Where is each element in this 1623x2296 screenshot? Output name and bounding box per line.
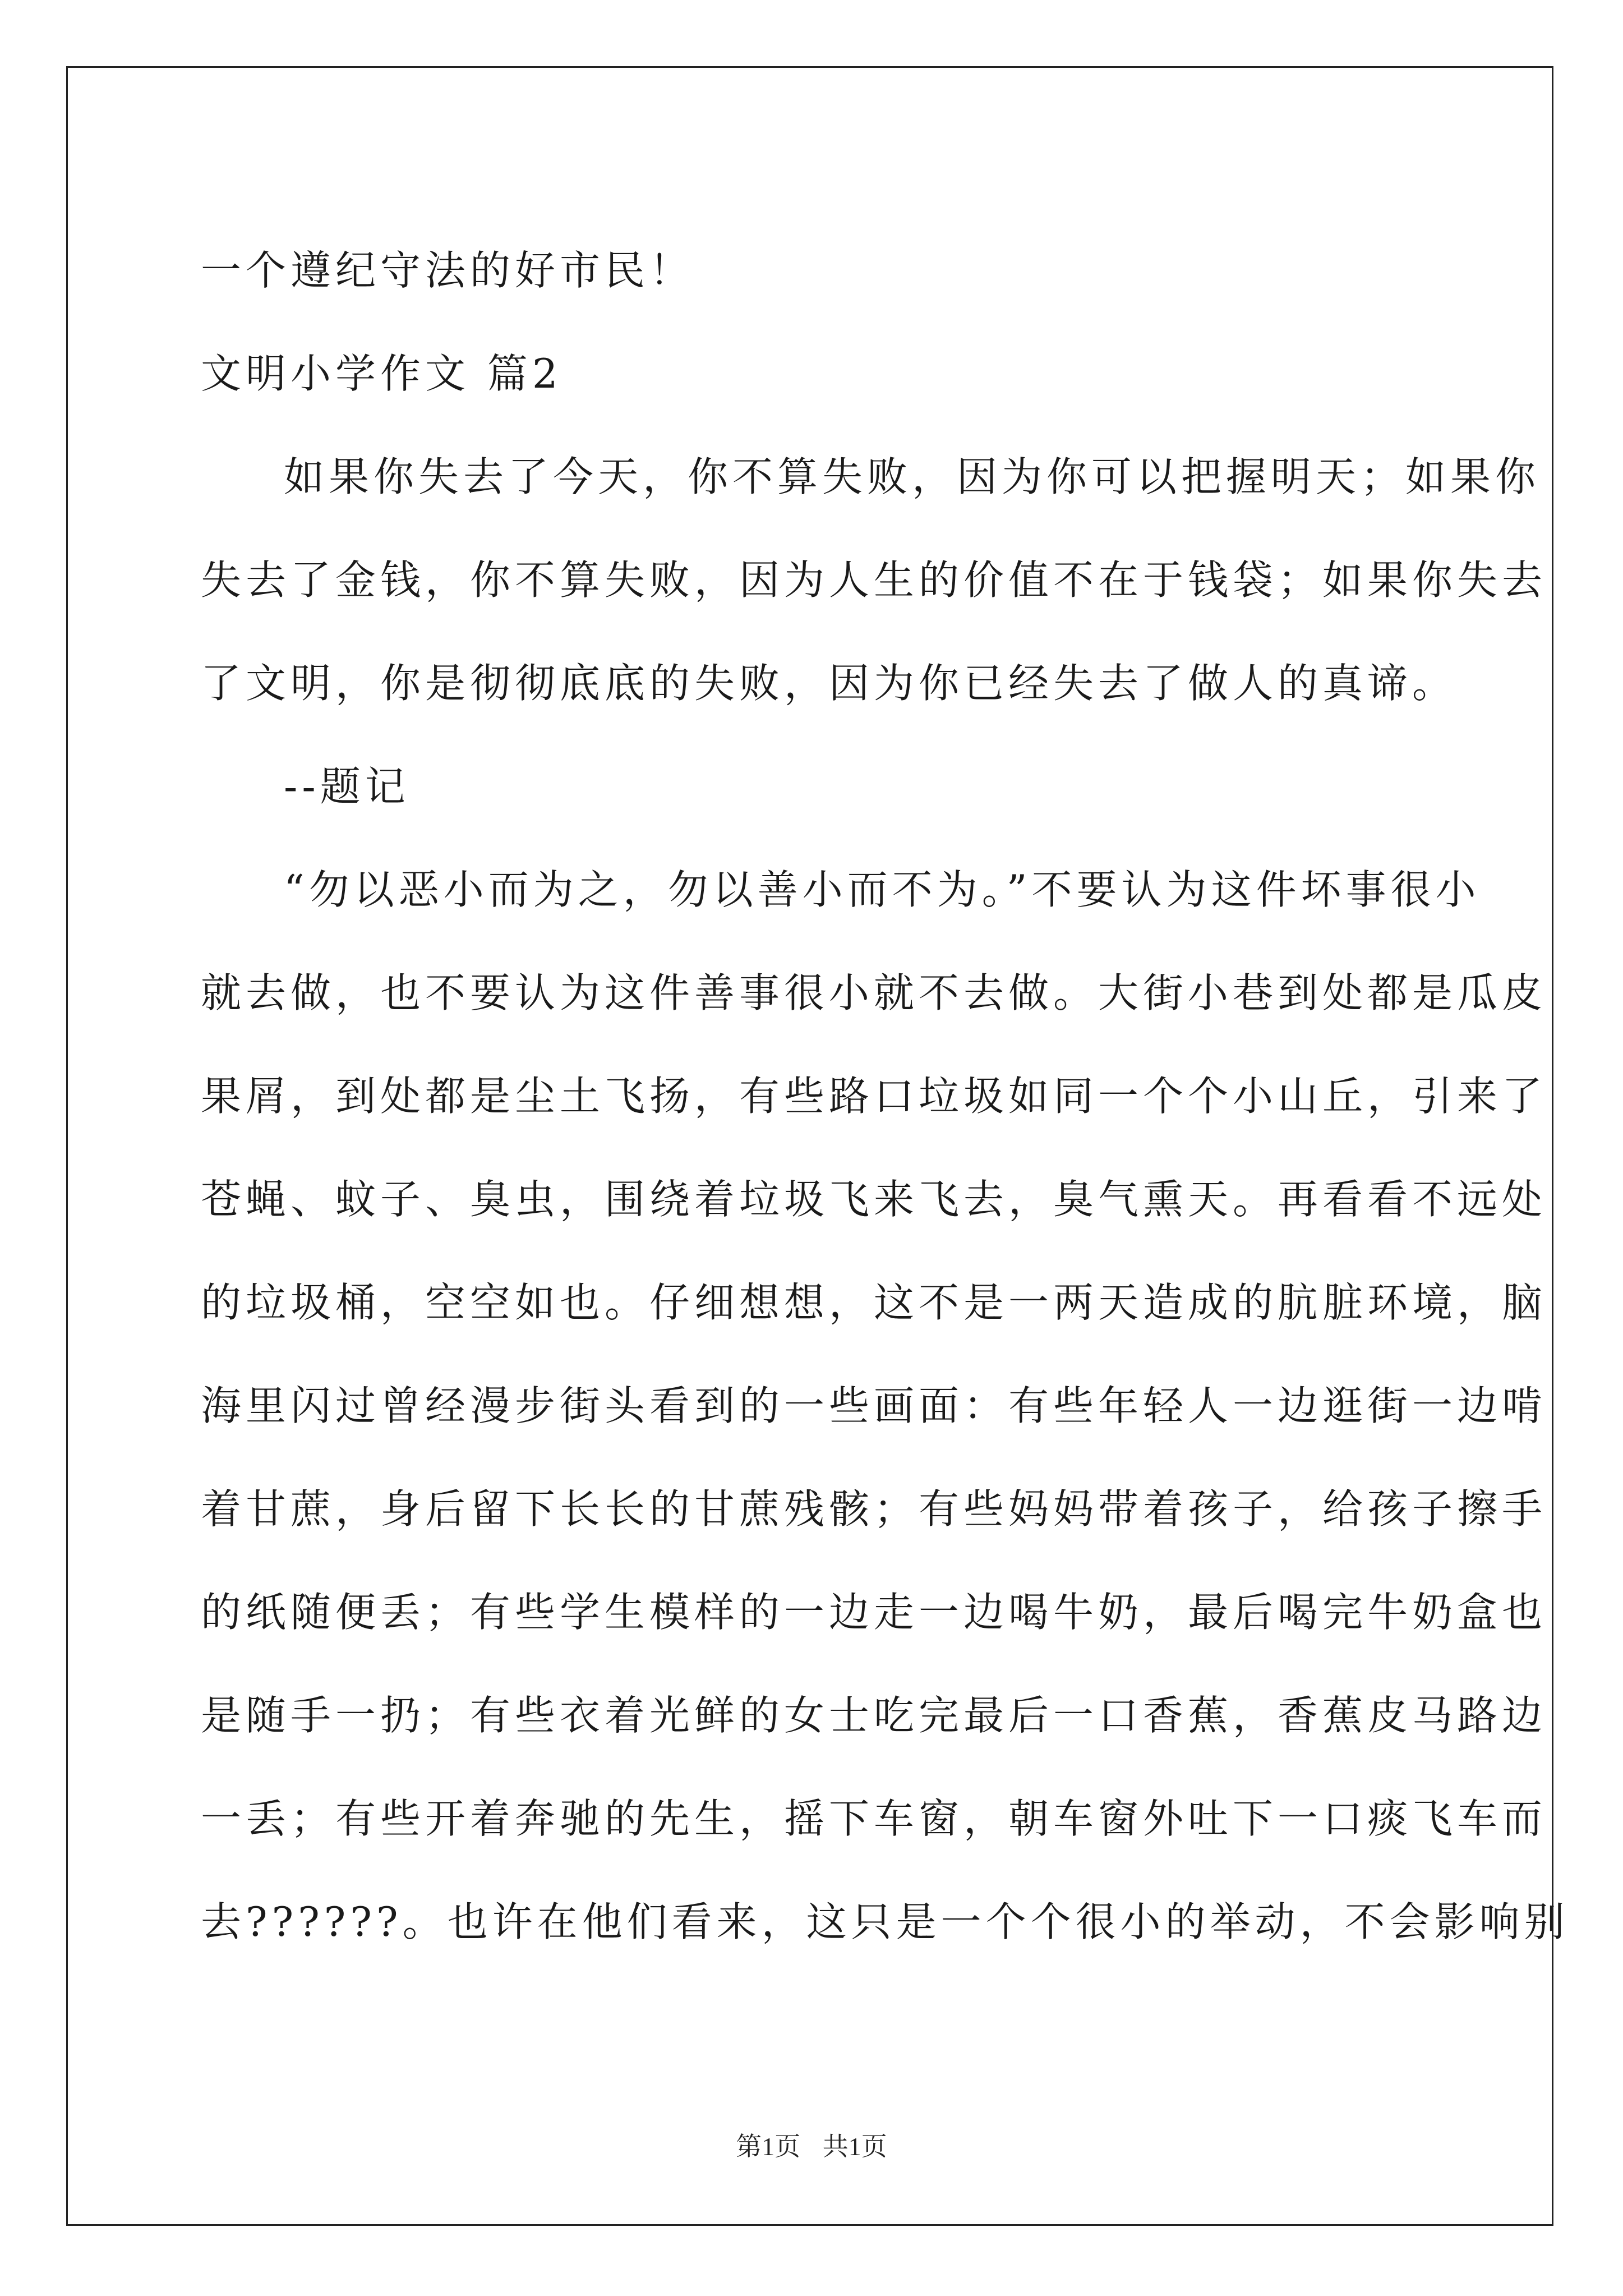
text-line: 失去了金钱，你不算失败，因为人生的价值不在于钱袋；如果你失去 — [201, 556, 1547, 604]
text-line: 了文明，你是彻彻底底的失败，因为你已经失去了做人的真谛。 — [201, 660, 1458, 707]
text-line: 就去做，也不要认为这件善事很小就不去做。大街小巷到处都是瓜皮 — [201, 969, 1547, 1016]
text-line: 的垃圾桶，空空如也。仔细想想，这不是一两天造成的肮脏环境，脑 — [201, 1279, 1547, 1326]
text-line: 的纸随便丢；有些学生模样的一边走一边喝牛奶，最后喝完牛奶盒也 — [201, 1589, 1547, 1636]
page-number: 第1页 — [736, 2132, 801, 2161]
page-total: 共1页 — [822, 2132, 887, 2161]
text-line-closing: 一个遵纪守法的好市民！ — [201, 247, 695, 294]
section-heading: 文明小学作文 篇2 — [201, 350, 562, 397]
text-line: 着甘蔗，身后留下长长的甘蔗残骸；有些妈妈带着孩子，给孩子擦手 — [201, 1485, 1547, 1533]
epigraph-attribution: --题记 — [284, 763, 410, 810]
page-footer — [0, 2126, 1623, 2163]
text-line: 是随手一扔；有些衣着光鲜的女士吃完最后一口香蕉，香蕉皮马路边 — [201, 1692, 1547, 1739]
text-line: 一丢；有些开着奔驰的先生，摇下车窗，朝车窗外吐下一口痰飞车而 — [201, 1795, 1547, 1842]
text-line: “勿以恶小而为之，勿以善小而不为。”不要认为这件坏事很小 — [284, 866, 1481, 913]
text-line: 如果你失去了今天，你不算失败，因为你可以把握明天；如果你 — [284, 453, 1541, 500]
text-line: 果屑，到处都是尘土飞扬，有些路口垃圾如同一个个小山丘，引来了 — [201, 1073, 1547, 1120]
document-body — [201, 219, 1569, 1973]
text-line: 苍蝇、蚊子、臭虫，围绕着垃圾飞来飞去，臭气熏天。再看看不远处 — [201, 1176, 1547, 1223]
text-line: 海里闪过曾经漫步街头看到的一些画面：有些年轻人一边逛街一边啃 — [201, 1382, 1547, 1429]
text-line: 去??????。也许在他们看来，这只是一个个很小的举动，不会影响别 — [201, 1898, 1569, 1945]
